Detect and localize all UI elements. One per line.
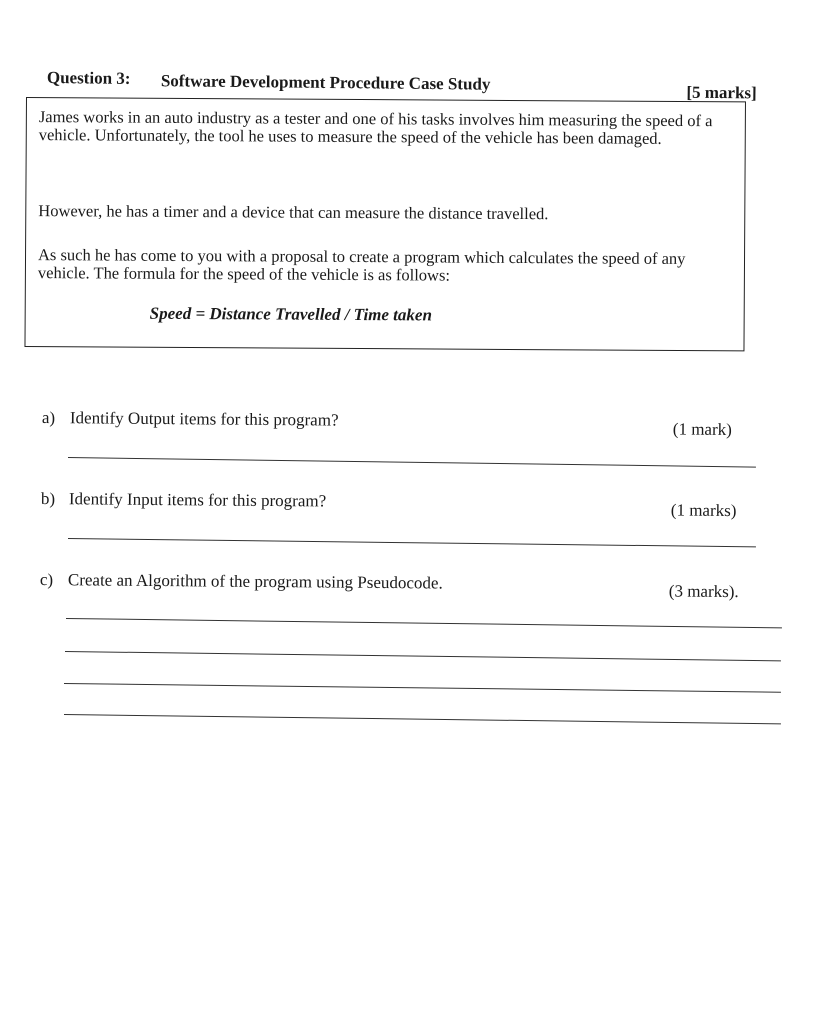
case-study-box	[24, 97, 746, 351]
question-item-a	[42, 408, 742, 440]
answer-line-b[interactable]	[68, 538, 756, 547]
question-title: Software Development Procedure Case Study	[160, 71, 491, 94]
case-paragraph-2: However, he has a timer and a device that can measure the distance travelled.	[38, 201, 549, 224]
answer-line-c4[interactable]	[64, 714, 781, 724]
question-header	[46, 68, 757, 103]
answer-line-c1[interactable]	[66, 618, 782, 628]
item-letter: c)	[39, 570, 54, 590]
answer-line-c3[interactable]	[64, 683, 781, 693]
case-paragraph-3: As such he has come to you with a proposal to create a program which calculates the speed of any vehicle. The formula for the speed of the vehicle is as follows:	[37, 245, 686, 285]
item-text: Identify Output items for this program?	[69, 408, 339, 430]
item-letter: a)	[41, 408, 56, 428]
item-text: Identify Input items for this program?	[68, 489, 327, 511]
item-marks: (1 marks)	[670, 500, 737, 521]
item-marks: (1 mark)	[672, 419, 732, 440]
speed-formula: Speed = Distance Travelled / Time taken	[149, 303, 432, 325]
answer-line-c2[interactable]	[65, 651, 781, 661]
item-letter: b)	[40, 489, 56, 509]
item-marks: (3 marks).	[668, 581, 739, 602]
question-item-b	[41, 489, 746, 521]
question-number: Question 3:	[46, 68, 131, 88]
question-item-c	[40, 570, 750, 602]
answer-line-a[interactable]	[68, 457, 756, 468]
question-marks: [5 marks]	[686, 82, 757, 103]
item-text: Create an Algorithm of the program using Pseudocode.	[67, 570, 443, 593]
case-paragraph-1: James works in an auto industry as a tester and one of his tasks involves him measuring the speed of a vehicle. Unfortunately, the tool he uses to measure the speed of the vehicle has been damaged.	[38, 107, 713, 148]
